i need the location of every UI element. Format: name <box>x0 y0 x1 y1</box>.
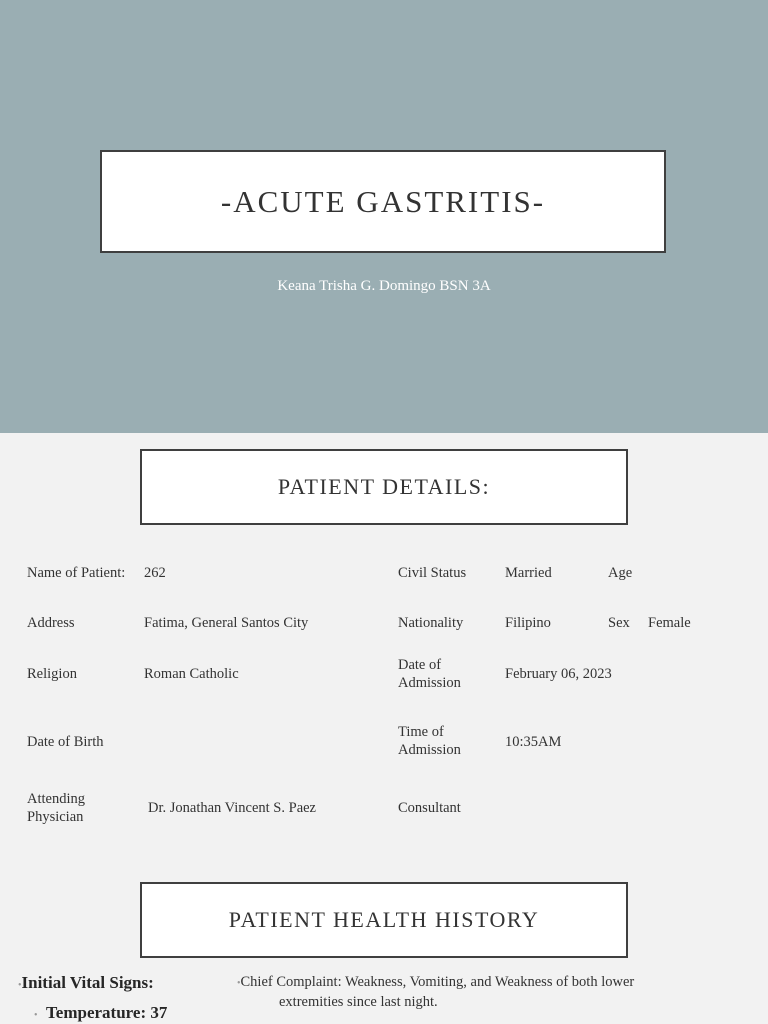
religion-value: Roman Catholic <box>144 666 239 682</box>
age-label: Age <box>608 565 633 581</box>
temperature-item <box>34 1003 167 1023</box>
title-box <box>100 150 666 253</box>
patient-details-heading: PATIENT DETAILS: <box>277 474 491 499</box>
sex-label: Sex <box>608 615 630 631</box>
physician-label-line1: Attending <box>27 791 85 807</box>
name-label: Name of Patient: <box>27 565 126 581</box>
vital-signs-label: Initial Vital Signs: <box>21 973 154 992</box>
page-title: -ACUTE GASTRITIS- <box>220 183 546 219</box>
sex-value: Female <box>648 615 691 631</box>
admission-time-label <box>398 723 461 759</box>
admission-time-label-line2: Admission <box>398 742 461 758</box>
address-label: Address <box>27 615 75 631</box>
title-slide <box>0 0 768 433</box>
chief-complaint-item <box>237 972 634 994</box>
chief-complaint-line2: extremities since last night. <box>279 994 438 1010</box>
dob-label: Date of Birth <box>27 734 104 750</box>
physician-label-line2: Physician <box>27 809 84 825</box>
chief-complaint-line1: Chief Complaint: Weakness, Vomiting, and Weakness of both lower <box>240 974 635 990</box>
health-history-heading-box <box>140 882 628 958</box>
bullet-icon: • <box>237 978 241 989</box>
bullet-icon: • <box>18 980 22 991</box>
temperature-label: Temperature: 37 <box>46 1003 168 1022</box>
health-history-heading: PATIENT HEALTH HISTORY <box>228 907 540 932</box>
address-value: Fatima, General Santos City <box>144 615 309 631</box>
vital-signs-item <box>18 973 154 993</box>
admission-time-value: 10:35AM <box>505 734 562 750</box>
civil-status-label: Civil Status <box>398 565 467 581</box>
admission-date-label <box>398 656 461 692</box>
consultant-label: Consultant <box>398 800 461 816</box>
patient-details-heading-box <box>140 449 628 525</box>
admission-date-label-line1: Date of <box>398 657 442 673</box>
admission-date-label-line2: Admission <box>398 675 461 691</box>
admission-date-value: February 06, 2023 <box>505 666 612 682</box>
admission-time-label-line1: Time of <box>398 724 444 740</box>
nationality-value: Filipino <box>505 615 551 631</box>
physician-label <box>27 790 85 826</box>
bullet-icon: • <box>34 1010 38 1021</box>
physician-value: Dr. Jonathan Vincent S. Paez <box>148 800 316 816</box>
nationality-label: Nationality <box>398 615 464 631</box>
religion-label: Religion <box>27 666 77 682</box>
name-value: 262 <box>144 565 166 581</box>
civil-status-value: Married <box>505 565 552 581</box>
author-subtitle: Keana Trisha G. Domingo BSN 3A <box>277 278 491 294</box>
